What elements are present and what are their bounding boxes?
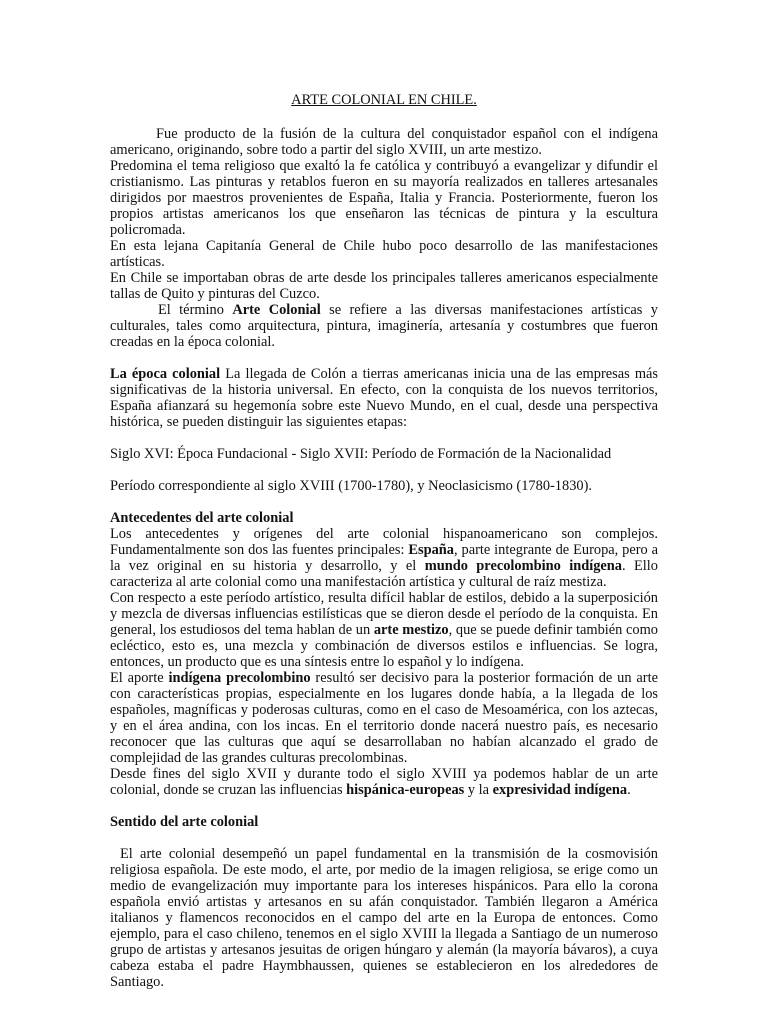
intro-paragraph-3: En esta lejana Capitanía General de Chile hubo poco desarrollo de las manifestaciones artísticas.	[110, 238, 658, 270]
etapas-line-1: Siglo XVI: Época Fundacional - Siglo XVII: Período de Formación de la Nacionalidad	[110, 446, 612, 462]
epoca-text: La llegada de Colón a tierras americanas inicia una de las empresas más significativas de la historia universal. En efecto, con la conquista de los nuevos territorios, España afianzará su hegemonía sobre este Nuevo Mundo, en el cual, desde una perspectiva histórica, se pueden distinguir las siguientes etapas:	[110, 366, 658, 430]
ant-p2-bold-mestizo: arte mestizo	[373, 622, 449, 638]
ant-p1-bold-mundo: mundo precolombino indígena	[424, 558, 622, 574]
epoca-heading: La época colonial	[110, 366, 221, 382]
antecedentes-paragraph-2	[110, 590, 658, 670]
ant-p3-text-c: resultó ser decisivo para la posterior formación de un arte con características propias, especialmente en los lugares donde había, a la llegada de los españoles, magníficas y poderosas culturas, como en el caso de Mesoamérica, con los aztecas, y en el área andina, con los incas. En el territorio donde nacerá nuestro país, es necesario reconocer que las culturas que aquí se desarrollaban no habían alcanzado el grado de complejidad de las grandes culturas precolombinas.	[110, 670, 658, 766]
ant-p4-text-c: y la	[464, 782, 493, 798]
ant-p4-text-a: Desde fines del siglo XVII y durante todo el siglo XVIII ya podemos hablar de un arte colonial, donde se cruzan las influencias	[110, 766, 658, 798]
intro-paragraph-2: Predomina el tema religioso que exaltó la fe católica y contribuyó a evangelizar y difundir el cristianismo. Las pinturas y retablos fueron en su mayoría realizados en talleres artesanales dirigidos por maestros provenientes de España, Italia y Francia. Posteriormente, fueron los propios artistas americanos los que enseñaron las técnicas de pintura y la escultura policromada.	[110, 158, 658, 238]
ant-p2-text-a: Con respecto a este período artístico, resulta difícil hablar de estilos, debido a la superposición y mezcla de diversas influencias estilísticas que se dieron desde el período de la conquista. En general, los estudiosos del tema hablan de un	[110, 590, 658, 638]
antecedentes-heading: Antecedentes del arte colonial	[110, 510, 294, 526]
ant-p1-bold-espana: España	[408, 542, 454, 558]
ant-p4-text-e: .	[627, 782, 631, 798]
sentido-paragraph: El arte colonial desempeñó un papel fundamental en la transmisión de la cosmovisión religiosa española. De este modo, el arte, por medio de la imagen religiosa, se erige como un medio de evangelización muy importante para los intereses hispánicos. Para ello la corona española envió artistas y artesanos en su afán conquistador. También llegaron a América italianos y flamencos reconocidos en el campo del arte en la Europa de entonces. Como ejemplo, para el caso chileno, tenemos en el siglo XVIII la llegada a Santiago de un numeroso grupo de artistas y artesanos jesuitas de origen húngaro y alemán (la mayoría bávaros), a cuya cabeza estaba el padre Haymbhaussen, quienes se establecieron en los alrededores de Santiago.	[110, 846, 658, 990]
etapas-line-2: Período correspondiente al siglo XVIII (1700-1780), y Neoclasicismo (1780-1830).	[110, 478, 592, 494]
ant-p1-text-a: Los antecedentes y orígenes del arte colonial hispanoamericano son complejos. Fundamentalmente son dos las fuentes principales:	[110, 526, 658, 558]
term-bold: Arte Colonial	[232, 302, 321, 318]
ant-p3-bold-indigena: indígena precolombino	[168, 670, 311, 686]
term-paragraph	[110, 302, 658, 350]
epoca-paragraph	[110, 366, 658, 430]
ant-p4-bold-hispanica: hispánica-europeas	[346, 782, 465, 798]
term-post: se refiere a las diversas manifestaciones artísticas y culturales, tales como arquitectura, pintura, imaginería, artesanía y costumbres que fueron creadas en la época colonial.	[110, 302, 658, 350]
ant-p2-text-c: , que se puede definir también como ecléctico, esto es, una mezcla y combinación de diversos estilos e influencias. Se logra, entonces, un producto que es una síntesis entre lo español y lo indígena.	[110, 622, 658, 670]
document-title: ARTE COLONIAL EN CHILE.	[291, 92, 477, 108]
term-pre: El término	[158, 302, 233, 318]
intro-paragraph-1: Fue producto de la fusión de la cultura del conquistador español con el indígena americano, originando, sobre todo a partir del siglo XVIII, un arte mestizo.	[110, 126, 658, 158]
ant-p1-text-e: . Ello caracteriza al arte colonial como una manifestación artística y cultural de raíz mestiza.	[110, 558, 658, 590]
antecedentes-paragraph-4	[110, 766, 658, 798]
antecedentes-paragraph-3	[110, 670, 658, 766]
ant-p4-bold-expresividad: expresividad indígena	[492, 782, 628, 798]
ant-p1-text-c: , parte integrante de Europa, pero a la vez original en su historia y desarrollo, y el	[110, 542, 659, 574]
sentido-heading: Sentido del arte colonial	[110, 814, 259, 830]
ant-p3-text-a: El aporte	[110, 670, 169, 686]
intro-paragraph-4: En Chile se importaban obras de arte desde los principales talleres americanos especialmente tallas de Quito y pinturas del Cuzco.	[110, 270, 658, 302]
document-page	[110, 92, 658, 990]
antecedentes-paragraph-1	[110, 526, 658, 590]
